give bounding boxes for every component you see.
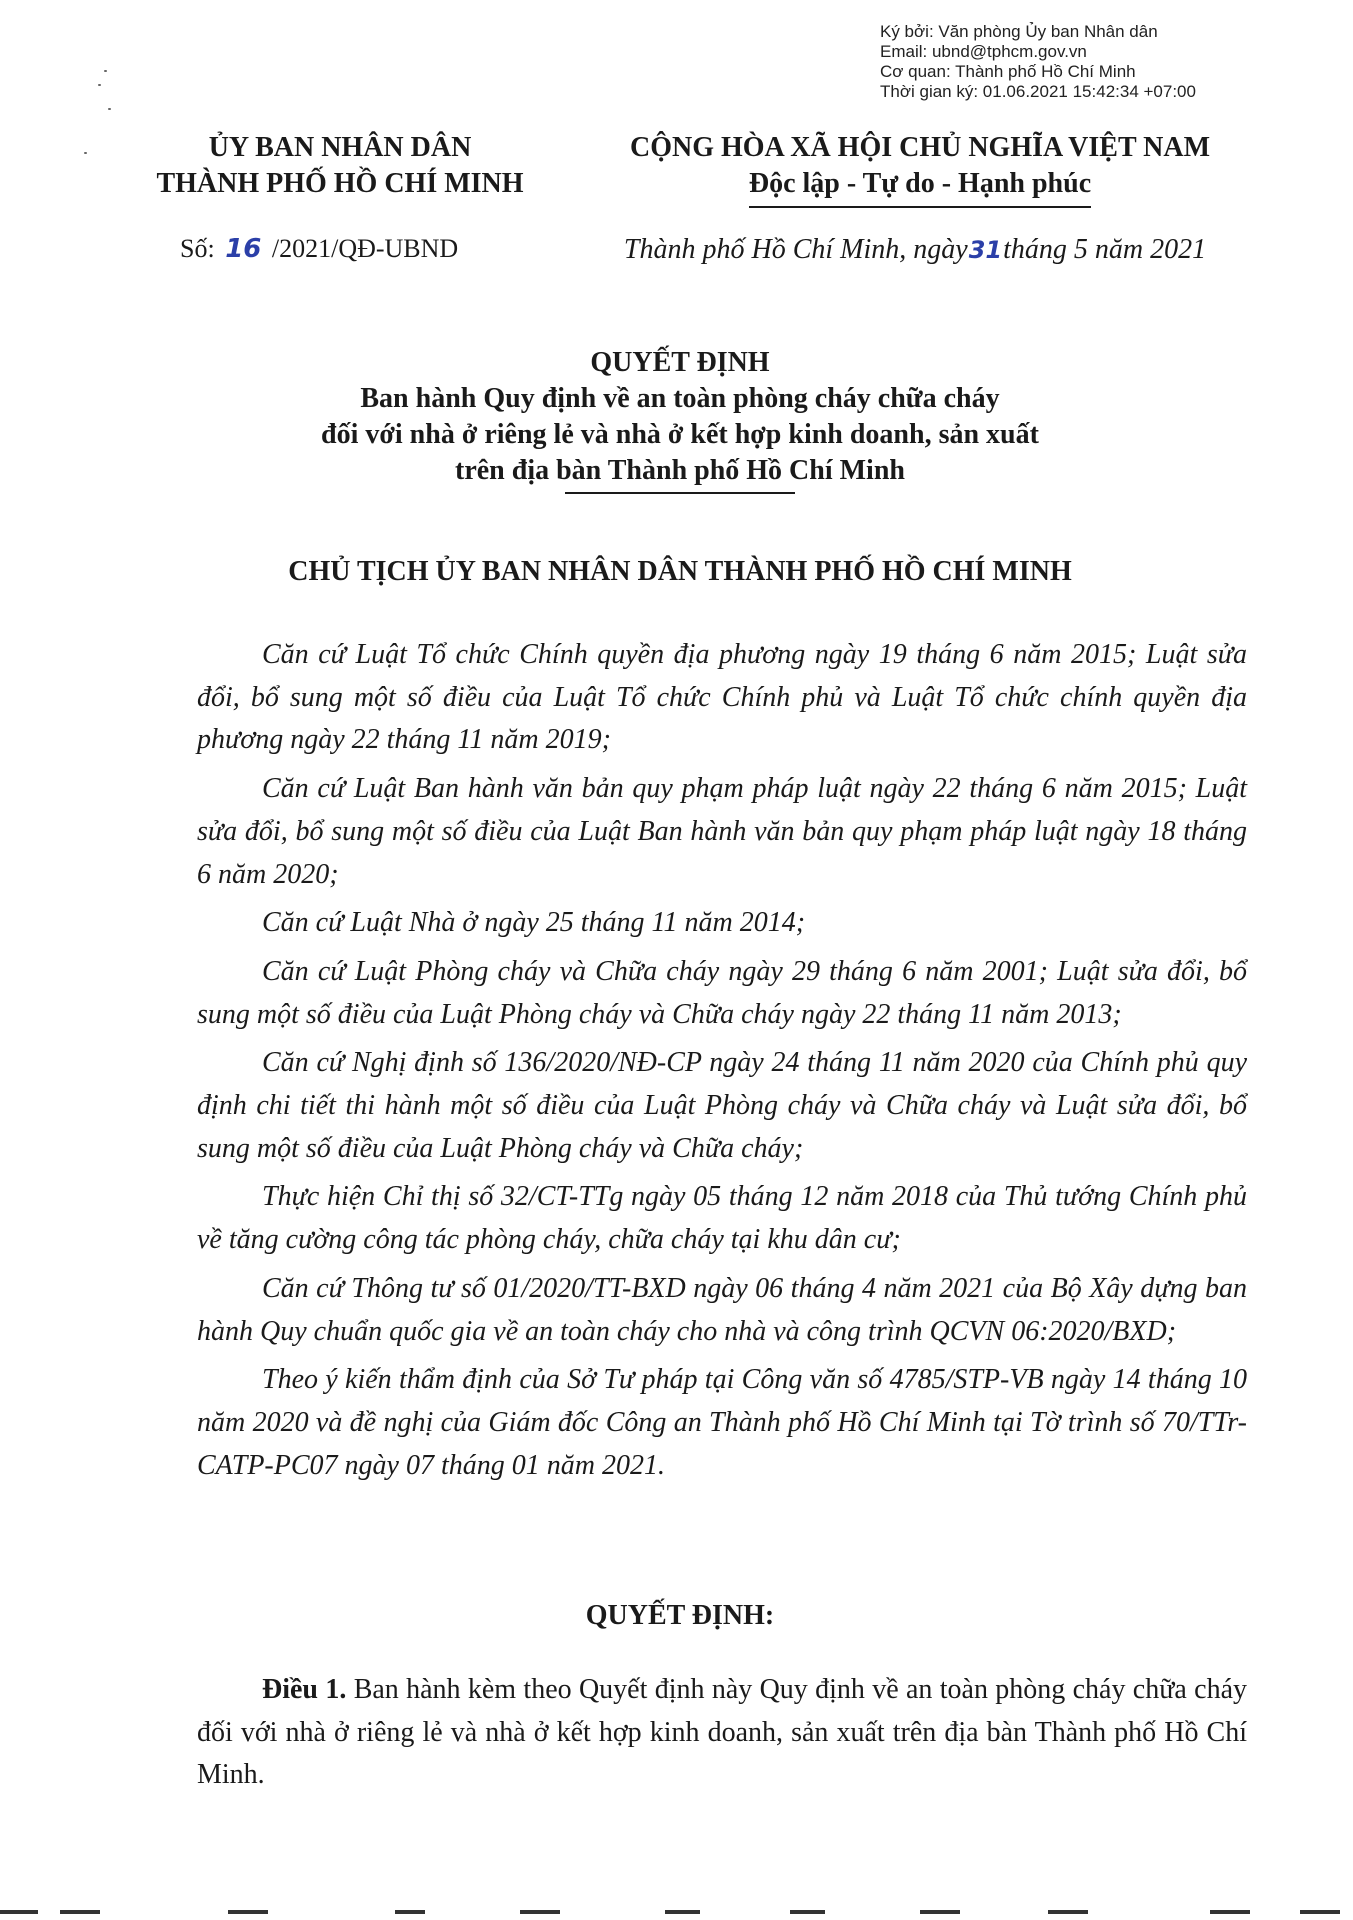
handwritten-day: 31	[968, 236, 1003, 264]
article-1-label: Điều 1.	[262, 1674, 347, 1705]
legal-basis-paragraph: Theo ý kiến thẩm định của Sở Tư pháp tại Công văn số 4785/STP-VB ngày 14 tháng 10 năm 2020 và đề nghị của Giám đốc Công an Thành phố Hồ Chí Minh tại Tờ trình số 70/TTr-CATP-PC07 ngày 07 tháng 01 năm 2021.	[197, 1364, 1247, 1481]
place-and-date	[565, 234, 1265, 266]
title-underline	[565, 492, 795, 494]
article-1-paragraph	[197, 1669, 1247, 1797]
number-prefix: Số:	[180, 234, 215, 263]
legal-basis-paragraph: Căn cứ Luật Nhà ở ngày 25 tháng 11 năm 2014;	[262, 907, 806, 939]
issuing-authority: CHỦ TỊCH ỦY BAN NHÂN DÂN THÀNH PHỐ HỒ CHÍ MINH	[288, 556, 1072, 587]
number-suffix: /2021/QĐ-UBND	[271, 234, 459, 263]
nation-name: CỘNG HÒA XÃ HỘI CHỦ NGHĨA VIỆT NAM	[629, 132, 1211, 163]
article-1-text: Ban hành kèm theo Quyết định này Quy định về an toàn phòng cháy chữa cháy đối với nhà ở riêng lẻ và nhà ở kết hợp kinh doanh, sản xuất trên địa bàn Thành phố Hồ Chí Minh.	[197, 1674, 1248, 1791]
signature-time: Thời gian ký: 01.06.2021 15:42:34 +07:00	[880, 82, 1196, 101]
legal-basis-paragraph: Căn cứ Luật Phòng cháy và Chữa cháy ngày 29 tháng 6 năm 2001; Luật sửa đổi, bổ sung một số điều của Luật Phòng cháy và Chữa cháy ngày 22 tháng 11 năm 2013;	[197, 955, 1247, 1030]
agency-line-1: ỦY BAN NHÂN DÂN	[208, 132, 472, 163]
legal-basis-paragraph: Thực hiện Chỉ thị số 32/CT-TTg ngày 05 tháng 12 năm 2018 của Thủ tướng Chính phủ về tăng cường công tác phòng cháy, chữa cháy tại khu dân cư;	[197, 1181, 1247, 1256]
national-title	[575, 130, 1265, 208]
agency-line-2: THÀNH PHỐ HỒ CHÍ MINH	[156, 168, 524, 199]
page-bottom-edge	[0, 1910, 1353, 1914]
place-date-suffix: tháng 5 năm 2021	[1003, 234, 1207, 265]
legal-basis-paragraph: Căn cứ Nghị định số 136/2020/NĐ-CP ngày 24 tháng 11 năm 2020 của Chính phủ quy định chi tiết thi hành một số điều của Luật Phòng cháy và Chữa cháy và Luật sửa đổi, bổ sung một số điều của Luật Phòng cháy và Chữa cháy;	[197, 1047, 1247, 1164]
handwritten-number: 16	[225, 234, 262, 264]
decision-title	[180, 345, 1180, 494]
title-line-1: Ban hành Quy định về an toàn phòng cháy chữa cháy	[360, 383, 1000, 414]
title-line-3: trên địa bàn Thành phố Hồ Chí Minh	[455, 455, 905, 486]
signature-email: Email: ubnd@tphcm.gov.vn	[880, 42, 1087, 61]
place-date-prefix: Thành phố Hồ Chí Minh, ngày	[623, 234, 968, 265]
legal-basis-paragraph: Căn cứ Luật Tổ chức Chính quyền địa phương ngày 19 tháng 6 năm 2015; Luật sửa đổi, bổ sung một số điều của Luật Tổ chức Chính phủ và Luật Tổ chức chính quyền địa phương ngày 22 tháng 11 năm 2019;	[197, 639, 1247, 756]
legal-basis-paragraph: Căn cứ Luật Ban hành văn bản quy phạm pháp luật ngày 22 tháng 6 năm 2015; Luật sửa đổi, bổ sung một số điều của Luật Ban hành văn bản quy phạm pháp luật ngày 18 tháng 6 năm 2020;	[197, 773, 1247, 890]
document-number	[180, 234, 458, 264]
article-1	[197, 1669, 1247, 1797]
title-line-2: đối với nhà ở riêng lẻ và nhà ở kết hợp kinh doanh, sản xuất	[321, 419, 1039, 450]
signature-signer: Ký bởi: Văn phòng Ủy ban Nhân dân	[880, 22, 1158, 41]
signature-organization: Cơ quan: Thành phố Hồ Chí Minh	[880, 62, 1136, 81]
digital-signature-block	[880, 22, 1196, 102]
legal-bases	[197, 634, 1247, 1493]
issuing-agency	[130, 130, 550, 202]
decision-heading: QUYẾT ĐỊNH:	[585, 1600, 775, 1631]
document-kind: QUYẾT ĐỊNH	[590, 347, 770, 378]
national-motto: Độc lập - Tự do - Hạnh phúc	[749, 166, 1091, 208]
legal-basis-paragraph: Căn cứ Thông tư số 01/2020/TT-BXD ngày 06 tháng 4 năm 2021 của Bộ Xây dựng ban hành Quy chuẩn quốc gia về an toàn cháy cho nhà và công trình QCVN 06:2020/BXD;	[197, 1272, 1247, 1347]
